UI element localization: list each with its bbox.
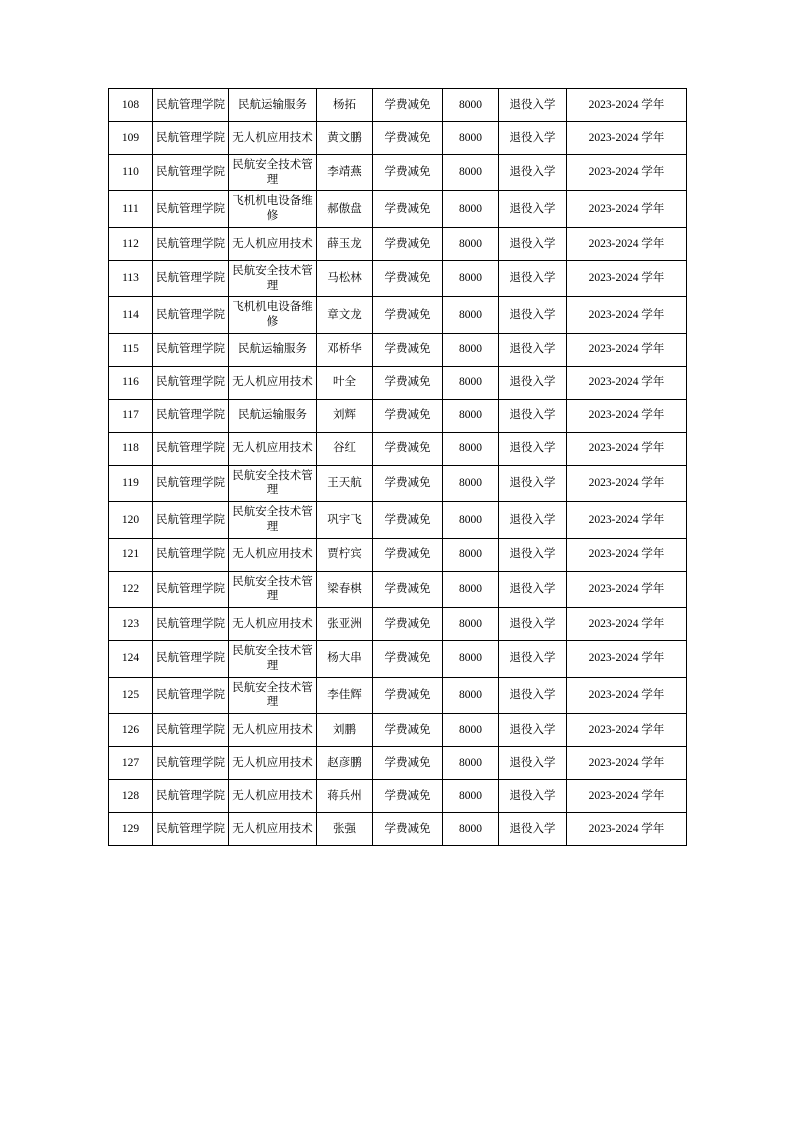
table-row — [109, 297, 687, 333]
cell-student-name: 马松林 — [317, 260, 373, 296]
cell-row-index: 121 — [109, 538, 153, 571]
table-row — [109, 465, 687, 501]
cell-subsidy-type: 学费减免 — [373, 608, 443, 641]
cell-amount: 8000 — [443, 812, 499, 845]
cell-major: 民航运输服务 — [229, 399, 317, 432]
cell-student-name: 张强 — [317, 812, 373, 845]
cell-subsidy-reason: 退役入学 — [499, 191, 567, 227]
cell-student-name: 叶全 — [317, 366, 373, 399]
table-row — [109, 155, 687, 191]
cell-amount: 8000 — [443, 191, 499, 227]
table-row — [109, 432, 687, 465]
cell-college: 民航管理学院 — [153, 713, 229, 746]
cell-amount: 8000 — [443, 608, 499, 641]
cell-subsidy-type: 学费减免 — [373, 399, 443, 432]
cell-subsidy-reason: 退役入学 — [499, 432, 567, 465]
cell-student-name: 章文龙 — [317, 297, 373, 333]
cell-academic-year: 2023-2024 学年 — [567, 89, 687, 122]
cell-amount: 8000 — [443, 538, 499, 571]
cell-subsidy-reason: 退役入学 — [499, 641, 567, 677]
cell-academic-year: 2023-2024 学年 — [567, 571, 687, 607]
table-row — [109, 260, 687, 296]
cell-college: 民航管理学院 — [153, 538, 229, 571]
cell-academic-year: 2023-2024 学年 — [567, 399, 687, 432]
cell-academic-year: 2023-2024 学年 — [567, 713, 687, 746]
cell-major: 飞机机电设备维修 — [229, 297, 317, 333]
cell-student-name: 李佳辉 — [317, 677, 373, 713]
table-row — [109, 713, 687, 746]
cell-academic-year: 2023-2024 学年 — [567, 260, 687, 296]
cell-major: 无人机应用技术 — [229, 538, 317, 571]
table-row — [109, 227, 687, 260]
cell-row-index: 122 — [109, 571, 153, 607]
cell-row-index: 129 — [109, 812, 153, 845]
table-row — [109, 746, 687, 779]
cell-row-index: 112 — [109, 227, 153, 260]
cell-academic-year: 2023-2024 学年 — [567, 502, 687, 538]
cell-college: 民航管理学院 — [153, 641, 229, 677]
cell-college: 民航管理学院 — [153, 89, 229, 122]
cell-college: 民航管理学院 — [153, 191, 229, 227]
cell-subsidy-reason: 退役入学 — [499, 713, 567, 746]
cell-subsidy-type: 学费减免 — [373, 122, 443, 155]
cell-major: 民航安全技术管理 — [229, 260, 317, 296]
cell-row-index: 115 — [109, 333, 153, 366]
cell-academic-year: 2023-2024 学年 — [567, 465, 687, 501]
cell-major: 无人机应用技术 — [229, 432, 317, 465]
cell-row-index: 116 — [109, 366, 153, 399]
cell-row-index: 118 — [109, 432, 153, 465]
cell-college: 民航管理学院 — [153, 502, 229, 538]
cell-amount: 8000 — [443, 571, 499, 607]
cell-subsidy-type: 学费减免 — [373, 538, 443, 571]
cell-student-name: 杨大串 — [317, 641, 373, 677]
cell-college: 民航管理学院 — [153, 399, 229, 432]
cell-subsidy-reason: 退役入学 — [499, 465, 567, 501]
cell-subsidy-reason: 退役入学 — [499, 608, 567, 641]
cell-subsidy-type: 学费减免 — [373, 366, 443, 399]
cell-amount: 8000 — [443, 465, 499, 501]
cell-subsidy-reason: 退役入学 — [499, 227, 567, 260]
cell-college: 民航管理学院 — [153, 227, 229, 260]
table-row — [109, 812, 687, 845]
cell-major: 民航运输服务 — [229, 89, 317, 122]
cell-major: 无人机应用技术 — [229, 366, 317, 399]
cell-major: 无人机应用技术 — [229, 227, 317, 260]
cell-major: 无人机应用技术 — [229, 812, 317, 845]
cell-major: 无人机应用技术 — [229, 122, 317, 155]
cell-academic-year: 2023-2024 学年 — [567, 297, 687, 333]
table-row — [109, 89, 687, 122]
cell-subsidy-type: 学费减免 — [373, 432, 443, 465]
cell-college: 民航管理学院 — [153, 366, 229, 399]
cell-student-name: 薛玉龙 — [317, 227, 373, 260]
cell-major: 无人机应用技术 — [229, 746, 317, 779]
table-row — [109, 333, 687, 366]
cell-college: 民航管理学院 — [153, 432, 229, 465]
cell-college: 民航管理学院 — [153, 260, 229, 296]
cell-amount: 8000 — [443, 227, 499, 260]
cell-subsidy-reason: 退役入学 — [499, 122, 567, 155]
cell-subsidy-type: 学费减免 — [373, 465, 443, 501]
cell-amount: 8000 — [443, 297, 499, 333]
cell-student-name: 巩宇飞 — [317, 502, 373, 538]
cell-college: 民航管理学院 — [153, 122, 229, 155]
cell-subsidy-reason: 退役入学 — [499, 260, 567, 296]
cell-major: 飞机机电设备维修 — [229, 191, 317, 227]
table-row — [109, 641, 687, 677]
cell-student-name: 刘鹏 — [317, 713, 373, 746]
cell-subsidy-type: 学费减免 — [373, 713, 443, 746]
cell-student-name: 王天航 — [317, 465, 373, 501]
cell-academic-year: 2023-2024 学年 — [567, 641, 687, 677]
cell-subsidy-reason: 退役入学 — [499, 333, 567, 366]
cell-college: 民航管理学院 — [153, 746, 229, 779]
table-body — [109, 89, 687, 846]
cell-academic-year: 2023-2024 学年 — [567, 746, 687, 779]
cell-subsidy-type: 学费减免 — [373, 571, 443, 607]
cell-major: 民航安全技术管理 — [229, 571, 317, 607]
table-row — [109, 122, 687, 155]
cell-row-index: 123 — [109, 608, 153, 641]
cell-row-index: 114 — [109, 297, 153, 333]
cell-subsidy-type: 学费减免 — [373, 260, 443, 296]
cell-student-name: 李靖燕 — [317, 155, 373, 191]
cell-academic-year: 2023-2024 学年 — [567, 191, 687, 227]
table-row — [109, 399, 687, 432]
table-row — [109, 191, 687, 227]
cell-row-index: 113 — [109, 260, 153, 296]
cell-row-index: 111 — [109, 191, 153, 227]
cell-amount: 8000 — [443, 399, 499, 432]
cell-amount: 8000 — [443, 333, 499, 366]
cell-student-name: 邓桥华 — [317, 333, 373, 366]
cell-row-index: 117 — [109, 399, 153, 432]
cell-student-name: 谷红 — [317, 432, 373, 465]
cell-subsidy-type: 学费减免 — [373, 812, 443, 845]
cell-student-name: 贾柠宾 — [317, 538, 373, 571]
cell-major: 民航安全技术管理 — [229, 155, 317, 191]
cell-subsidy-reason: 退役入学 — [499, 746, 567, 779]
cell-subsidy-type: 学费减免 — [373, 191, 443, 227]
cell-academic-year: 2023-2024 学年 — [567, 432, 687, 465]
cell-amount: 8000 — [443, 677, 499, 713]
cell-college: 民航管理学院 — [153, 677, 229, 713]
cell-subsidy-type: 学费减免 — [373, 333, 443, 366]
table-row — [109, 779, 687, 812]
cell-subsidy-reason: 退役入学 — [499, 812, 567, 845]
cell-major: 民航安全技术管理 — [229, 641, 317, 677]
cell-academic-year: 2023-2024 学年 — [567, 779, 687, 812]
cell-academic-year: 2023-2024 学年 — [567, 122, 687, 155]
cell-amount: 8000 — [443, 122, 499, 155]
cell-subsidy-type: 学费减免 — [373, 297, 443, 333]
cell-major: 无人机应用技术 — [229, 608, 317, 641]
cell-amount: 8000 — [443, 502, 499, 538]
cell-subsidy-type: 学费减免 — [373, 89, 443, 122]
cell-amount: 8000 — [443, 713, 499, 746]
cell-academic-year: 2023-2024 学年 — [567, 608, 687, 641]
cell-row-index: 128 — [109, 779, 153, 812]
cell-row-index: 125 — [109, 677, 153, 713]
cell-student-name: 郝傲盘 — [317, 191, 373, 227]
cell-row-index: 110 — [109, 155, 153, 191]
cell-college: 民航管理学院 — [153, 571, 229, 607]
cell-student-name: 赵彦鹏 — [317, 746, 373, 779]
cell-subsidy-reason: 退役入学 — [499, 571, 567, 607]
cell-amount: 8000 — [443, 641, 499, 677]
cell-college: 民航管理学院 — [153, 812, 229, 845]
cell-amount: 8000 — [443, 155, 499, 191]
cell-subsidy-reason: 退役入学 — [499, 779, 567, 812]
cell-subsidy-type: 学费减免 — [373, 779, 443, 812]
cell-major: 民航安全技术管理 — [229, 465, 317, 501]
cell-amount: 8000 — [443, 260, 499, 296]
cell-row-index: 119 — [109, 465, 153, 501]
cell-subsidy-reason: 退役入学 — [499, 502, 567, 538]
cell-subsidy-reason: 退役入学 — [499, 538, 567, 571]
table-row — [109, 571, 687, 607]
cell-subsidy-type: 学费减免 — [373, 746, 443, 779]
table-row — [109, 366, 687, 399]
cell-subsidy-reason: 退役入学 — [499, 297, 567, 333]
cell-college: 民航管理学院 — [153, 608, 229, 641]
cell-major: 民航运输服务 — [229, 333, 317, 366]
cell-subsidy-reason: 退役入学 — [499, 399, 567, 432]
cell-amount: 8000 — [443, 779, 499, 812]
cell-academic-year: 2023-2024 学年 — [567, 677, 687, 713]
cell-subsidy-type: 学费减免 — [373, 227, 443, 260]
cell-academic-year: 2023-2024 学年 — [567, 538, 687, 571]
cell-student-name: 黄文鹏 — [317, 122, 373, 155]
cell-student-name: 刘辉 — [317, 399, 373, 432]
cell-row-index: 126 — [109, 713, 153, 746]
cell-row-index: 109 — [109, 122, 153, 155]
cell-student-name: 蒋兵州 — [317, 779, 373, 812]
cell-major: 无人机应用技术 — [229, 713, 317, 746]
cell-major: 民航安全技术管理 — [229, 677, 317, 713]
cell-college: 民航管理学院 — [153, 155, 229, 191]
cell-subsidy-type: 学费减免 — [373, 502, 443, 538]
cell-subsidy-reason: 退役入学 — [499, 89, 567, 122]
cell-row-index: 127 — [109, 746, 153, 779]
cell-amount: 8000 — [443, 432, 499, 465]
cell-row-index: 120 — [109, 502, 153, 538]
cell-amount: 8000 — [443, 746, 499, 779]
cell-major: 无人机应用技术 — [229, 779, 317, 812]
cell-academic-year: 2023-2024 学年 — [567, 366, 687, 399]
cell-subsidy-reason: 退役入学 — [499, 366, 567, 399]
cell-college: 民航管理学院 — [153, 465, 229, 501]
cell-academic-year: 2023-2024 学年 — [567, 155, 687, 191]
table-row — [109, 677, 687, 713]
cell-row-index: 108 — [109, 89, 153, 122]
table-row — [109, 502, 687, 538]
cell-college: 民航管理学院 — [153, 333, 229, 366]
table-row — [109, 538, 687, 571]
subsidy-roster-table — [108, 88, 687, 846]
cell-student-name: 张亚洲 — [317, 608, 373, 641]
cell-college: 民航管理学院 — [153, 779, 229, 812]
table-row — [109, 608, 687, 641]
cell-subsidy-type: 学费减免 — [373, 155, 443, 191]
cell-subsidy-type: 学费减免 — [373, 677, 443, 713]
cell-academic-year: 2023-2024 学年 — [567, 227, 687, 260]
cell-college: 民航管理学院 — [153, 297, 229, 333]
cell-academic-year: 2023-2024 学年 — [567, 333, 687, 366]
cell-major: 民航安全技术管理 — [229, 502, 317, 538]
cell-subsidy-reason: 退役入学 — [499, 677, 567, 713]
cell-student-name: 杨拓 — [317, 89, 373, 122]
cell-amount: 8000 — [443, 366, 499, 399]
cell-subsidy-type: 学费减免 — [373, 641, 443, 677]
cell-subsidy-reason: 退役入学 — [499, 155, 567, 191]
cell-row-index: 124 — [109, 641, 153, 677]
cell-student-name: 梁春棋 — [317, 571, 373, 607]
cell-academic-year: 2023-2024 学年 — [567, 812, 687, 845]
cell-amount: 8000 — [443, 89, 499, 122]
